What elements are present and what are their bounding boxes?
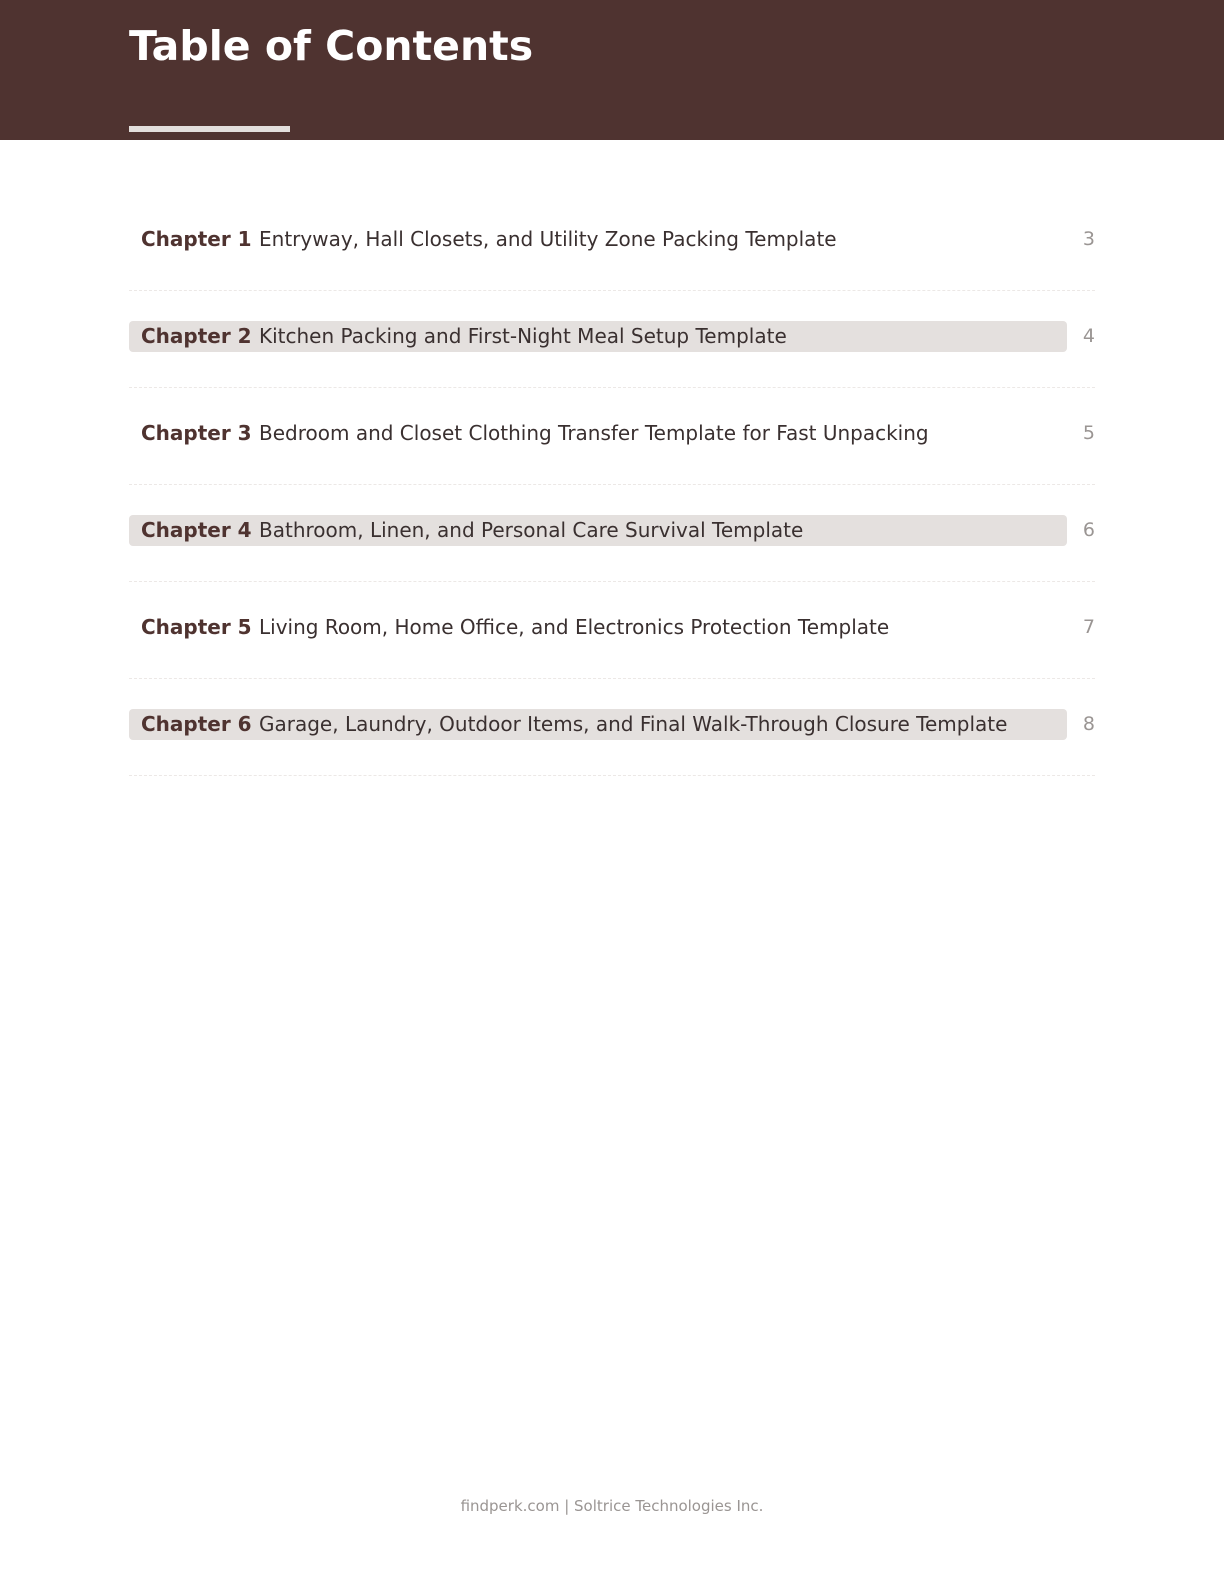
page-number: 3 xyxy=(1082,228,1095,250)
page-number: 8 xyxy=(1082,713,1095,735)
chapter-title: Entryway, Hall Closets, and Utility Zone Packing Template xyxy=(259,227,837,251)
chapter-number: Chapter 2 xyxy=(141,324,252,348)
title-underline xyxy=(129,126,290,132)
chapter-title: Bathroom, Linen, and Personal Care Survival Template xyxy=(259,518,804,542)
chapter-title: Kitchen Packing and First-Night Meal Setup Template xyxy=(259,324,787,348)
page-header xyxy=(0,0,1224,140)
toc-entry[interactable] xyxy=(129,485,1095,582)
page-number: 7 xyxy=(1082,616,1095,638)
chapter-number: Chapter 4 xyxy=(141,518,252,542)
chapter-number: Chapter 6 xyxy=(141,712,252,736)
toc-entry[interactable] xyxy=(129,291,1095,388)
page-number: 6 xyxy=(1082,519,1095,541)
toc-entry[interactable] xyxy=(129,582,1095,679)
toc-entry[interactable] xyxy=(129,679,1095,776)
page-footer: findperk.com | Soltrice Technologies Inc. xyxy=(460,1497,764,1515)
chapter-title: Garage, Laundry, Outdoor Items, and Final Walk-Through Closure Template xyxy=(259,712,1008,736)
chapter-title: Bedroom and Closet Clothing Transfer Template for Fast Unpacking xyxy=(259,421,929,445)
toc-entry[interactable] xyxy=(129,388,1095,485)
chapter-number: Chapter 5 xyxy=(141,615,252,639)
toc-entry[interactable] xyxy=(129,194,1095,291)
page-title: Table of Contents xyxy=(129,22,534,70)
page-number: 5 xyxy=(1082,422,1095,444)
chapter-number: Chapter 1 xyxy=(141,227,252,251)
chapter-title: Living Room, Home Office, and Electronics Protection Template xyxy=(259,615,890,639)
chapter-number: Chapter 3 xyxy=(141,421,252,445)
page-number: 4 xyxy=(1082,325,1095,347)
